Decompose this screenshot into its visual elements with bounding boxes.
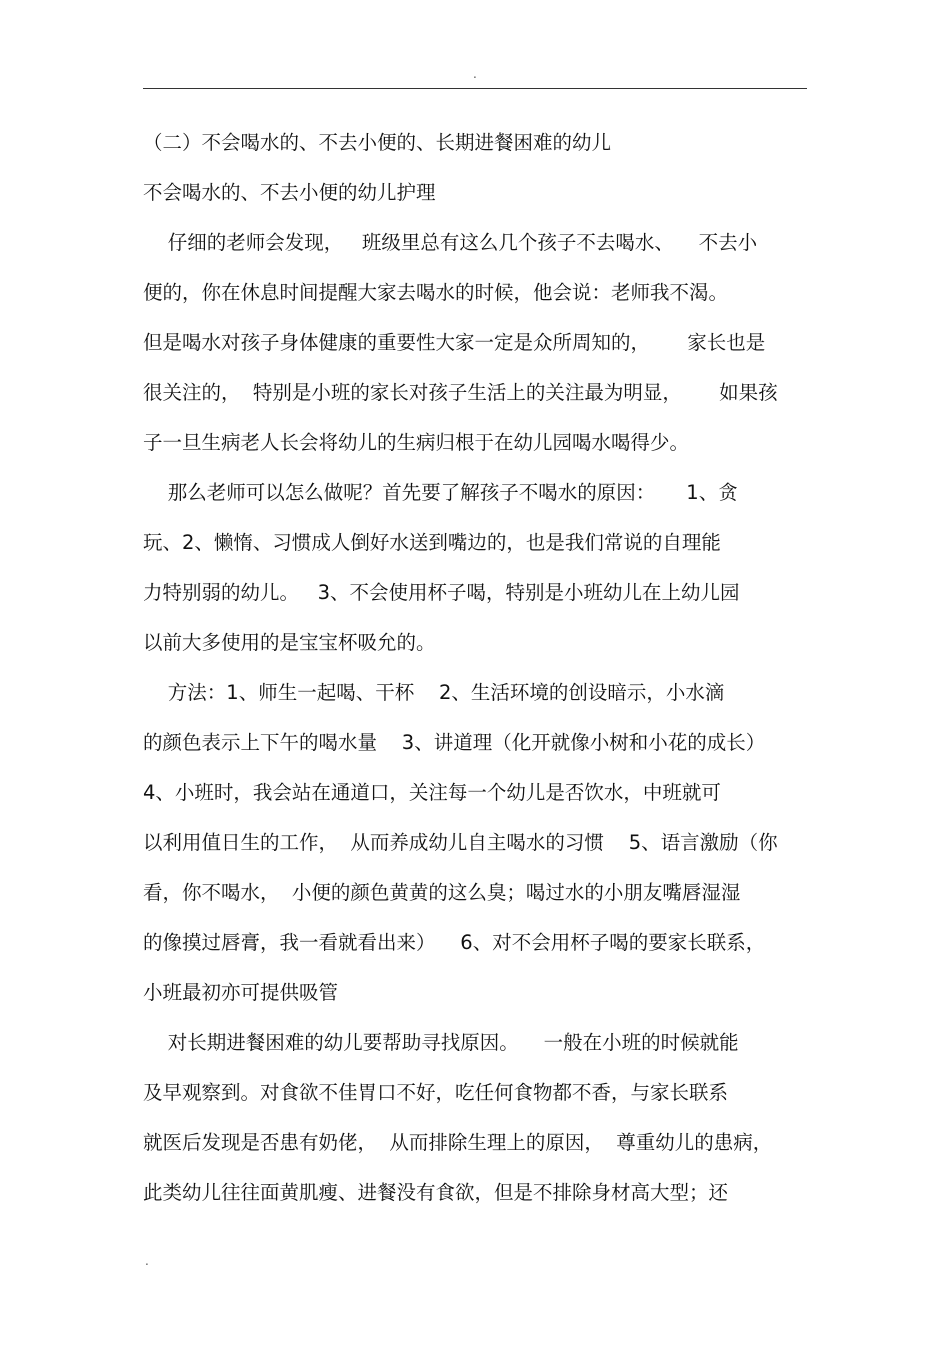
body-line: 以利用值日生的工作， 从而养成幼儿自主喝水的习惯 5、语言激励（你 [143,831,778,854]
body-line: 的像摸过唇膏，我一看就看出来） 6、对不会用杯子喝的要家长联系， [143,931,766,954]
body-line: 但是喝水对孩子身体健康的重要性大家一定是众所周知的， 家长也是 [143,331,766,354]
body-line: 子一旦生病老人长会将幼儿的生病归根于在幼儿园喝水喝得少。 [143,431,690,454]
body-line: 以前大多使用的是宝宝杯吸允的。 [143,631,436,654]
body-line: 此类幼儿往往面黄肌瘦、进餐没有食欲，但是不排除身材高大型；还 [143,1181,729,1204]
body-line: 那么老师可以怎么做呢？首先要了解孩子不喝水的原因： 1、贪 [143,481,738,504]
body-line: 及早观察到。对食欲不佳胃口不好，吃任何食物都不香，与家长联系 [143,1081,729,1104]
body-line: 方法：1、师生一起喝、干杯 2、生活环境的创设暗示，小水滴 [143,681,725,704]
body-line: 的颜色表示上下午的喝水量 3、讲道理（化开就像小树和小花的成长） [143,731,766,754]
header-mark: . [473,67,477,81]
body-line: 便的，你在休息时间提醒大家去喝水的时候，他会说：老师我不渴。 [143,281,729,304]
body-line: 小班最初亦可提供吸管 [143,981,339,1004]
footer-mark: . [145,1254,149,1268]
header-rule [143,88,807,89]
body-line: 就医后发现是否患有奶佬， 从而排除生理上的原因， 尊重幼儿的患病， [143,1131,773,1154]
body-line: 力特别弱的幼儿。 3、不会使用杯子喝，特别是小班幼儿在上幼儿园 [143,581,740,604]
body-line: 看，你不喝水， 小便的颜色黄黄的这么臭；喝过水的小朋友嘴唇湿湿 [143,881,741,904]
body-line: 玩、2、懒惰、习惯成人倒好水送到嘴边的，也是我们常说的自理能 [143,531,721,554]
body-line: 仔细的老师会发现， 班级里总有这么几个孩子不去喝水、 不去小 [143,231,758,254]
body-line: 对长期进餐困难的幼儿要帮助寻找原因。 一般在小班的时候就能 [143,1031,739,1054]
section-heading: （二）不会喝水的、不去小便的、长期进餐困难的幼儿 [143,131,612,154]
body-line: 4、小班时，我会站在通道口，关注每一个幼儿是否饮水，中班就可 [143,781,721,804]
sub-heading: 不会喝水的、不去小便的幼儿护理 [143,181,436,204]
body-line: 很关注的， 特别是小班的家长对孩子生活上的关注最为明显， 如果孩 [143,381,778,404]
